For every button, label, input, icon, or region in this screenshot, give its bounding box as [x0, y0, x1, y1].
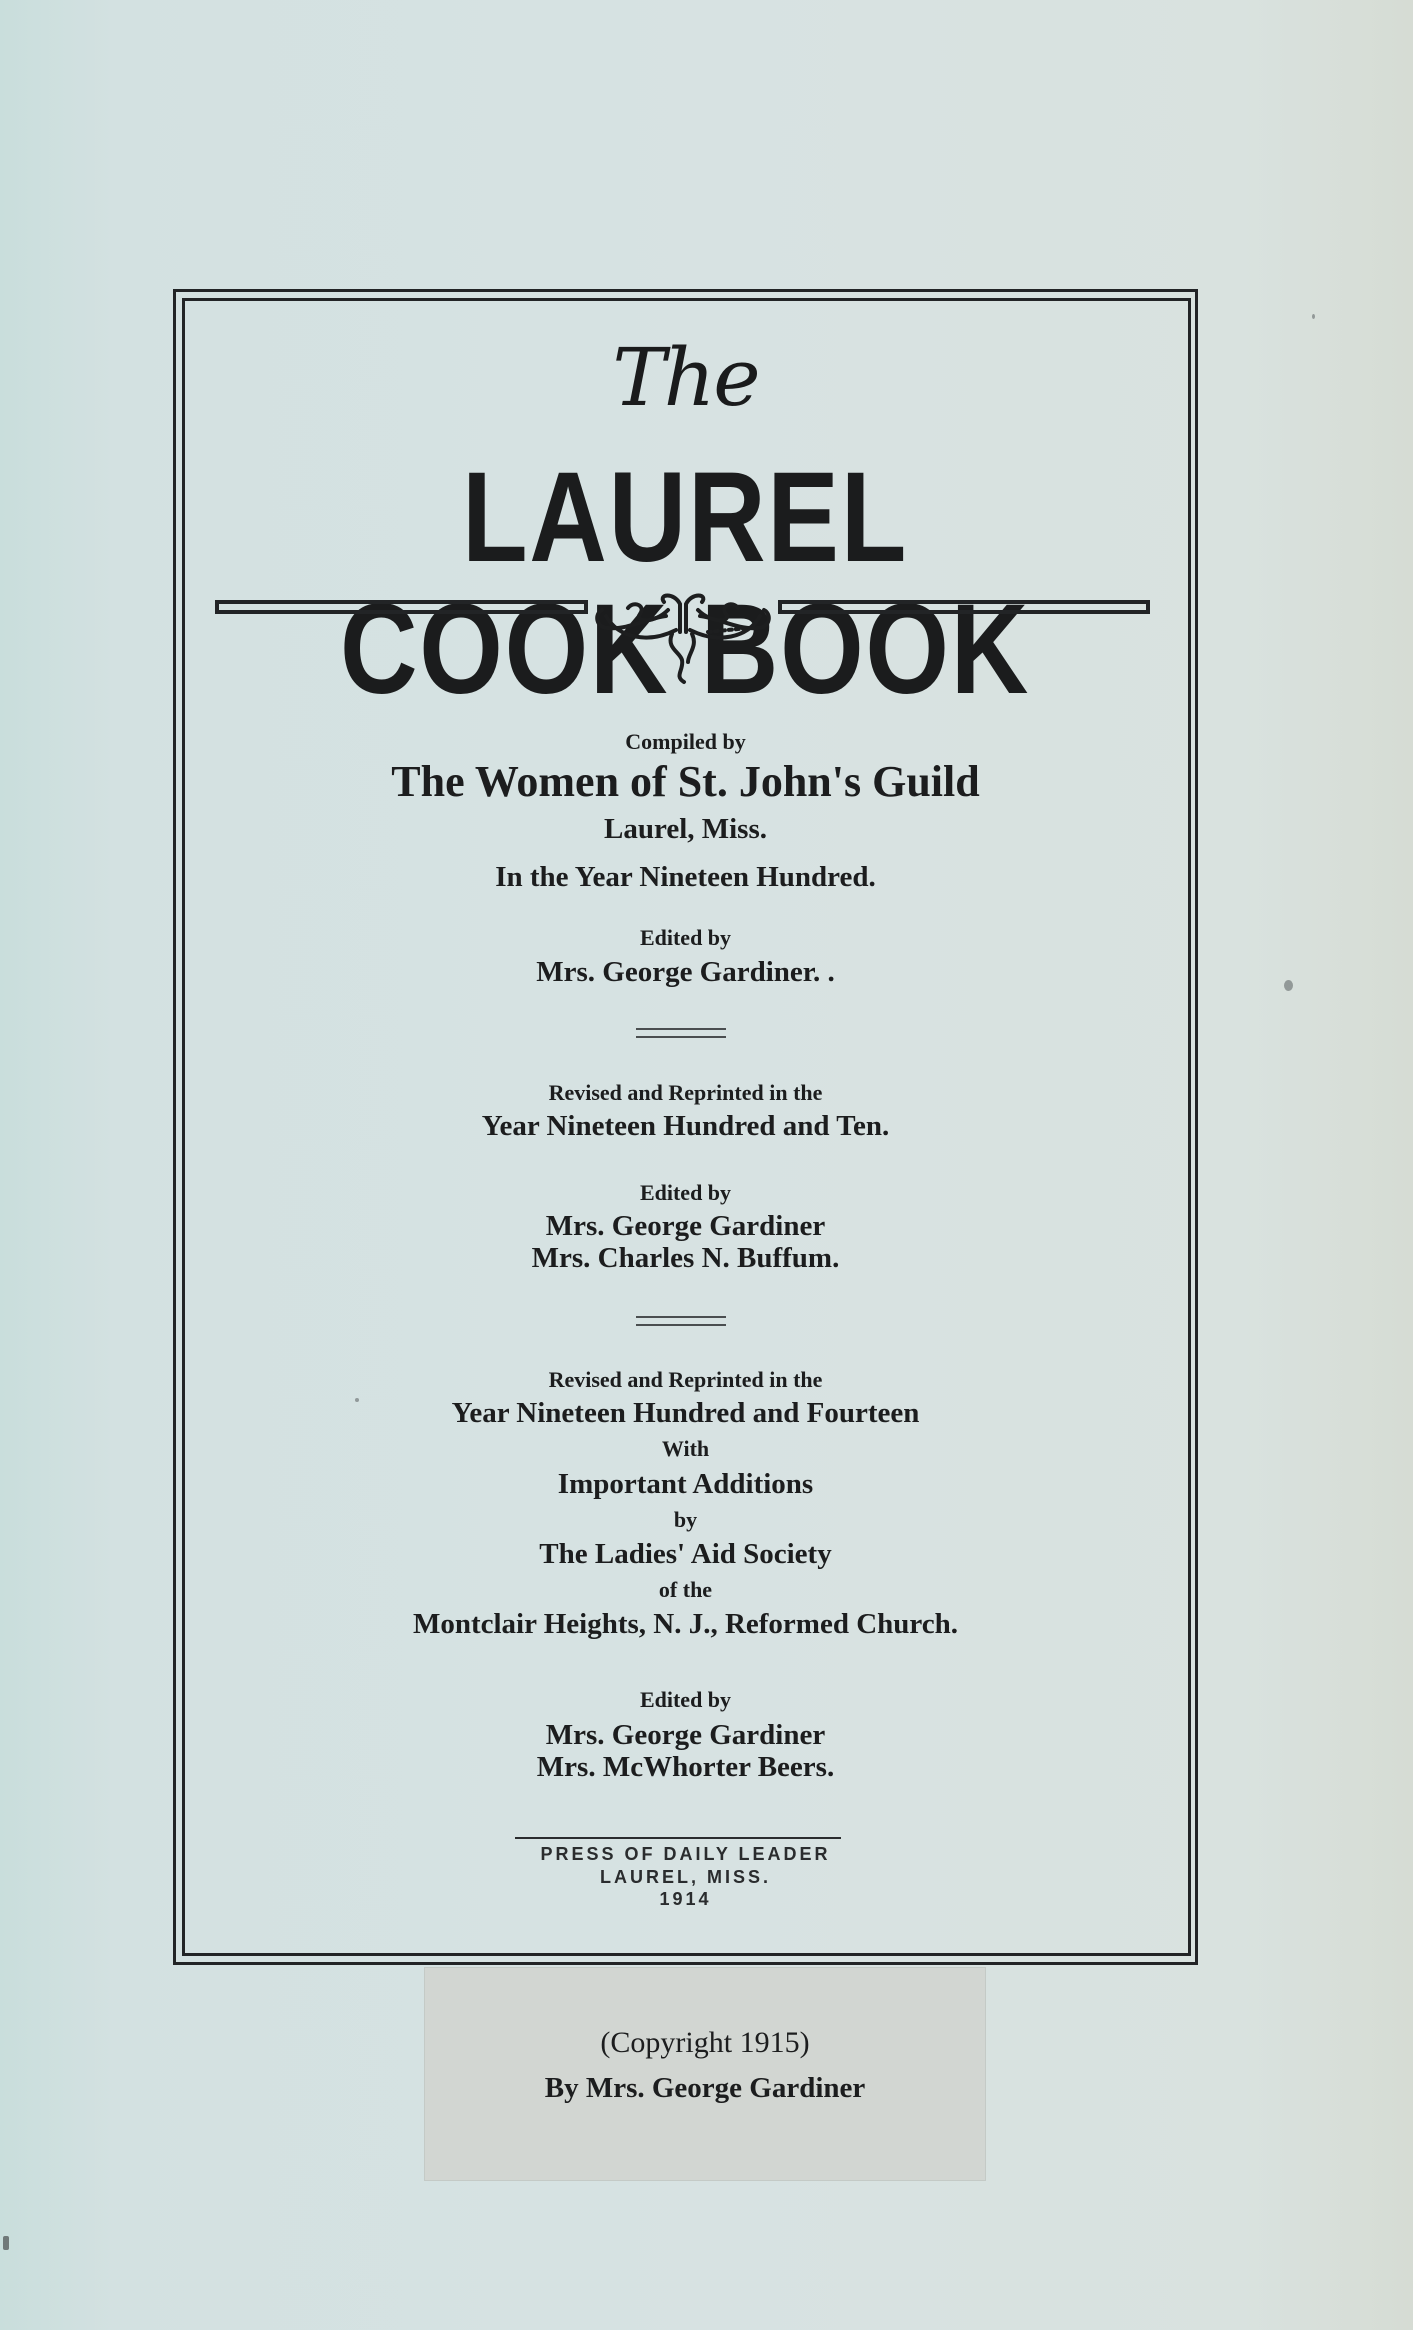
first-editor: Mrs. George Gardiner. .	[536, 956, 835, 988]
section-divider	[636, 1028, 726, 1038]
imprint-year: 1914	[659, 1889, 712, 1909]
section-divider	[636, 1316, 726, 1326]
imprint-press: PRESS OF DAILY LEADER	[540, 1844, 831, 1864]
book-title: LAUREL COOK BOOK	[339, 446, 1031, 721]
important-additions: Important Additions	[557, 1468, 814, 1500]
by-label: by	[673, 1507, 698, 1532]
title-rule-right	[778, 600, 1150, 614]
first-edited-by-label: Edited by	[639, 925, 732, 950]
of-the-label: of the	[658, 1577, 713, 1602]
script-the-heading: The	[612, 331, 759, 424]
second-revised-label: Revised and Reprinted in the	[548, 1080, 823, 1105]
paper-speck	[3, 2236, 9, 2250]
with-label: With	[661, 1436, 710, 1461]
title-rule-left	[215, 600, 588, 614]
third-editor-2: Mrs. McWhorter Beers.	[536, 1751, 835, 1783]
third-edited-by-label: Edited by	[639, 1687, 732, 1712]
paper-speck	[1312, 314, 1315, 319]
third-edition-year: Year Nineteen Hundred and Fourteen	[451, 1397, 920, 1429]
third-editor-1: Mrs. George Gardiner	[545, 1719, 826, 1751]
copyright-year: (Copyright 1915)	[600, 2026, 810, 2059]
imprint-rule	[515, 1837, 841, 1839]
scroll-ornament-icon	[588, 588, 778, 688]
paper-speck	[1284, 980, 1293, 991]
second-editor-2: Mrs. Charles N. Buffum.	[531, 1242, 840, 1274]
church-name: Montclair Heights, N. J., Reformed Church.	[412, 1608, 959, 1640]
imprint-location: LAUREL, MISS.	[599, 1867, 771, 1887]
first-edition-year: In the Year Nineteen Hundred.	[495, 861, 876, 893]
copyright-holder: By Mrs. George Gardiner	[544, 2072, 866, 2104]
compiler-location: Laurel, Miss.	[604, 813, 767, 845]
compiled-by-label: Compiled by	[625, 729, 746, 754]
copyright-label	[425, 1968, 985, 2180]
compiler-name: The Women of St. John's Guild	[391, 757, 980, 806]
second-editor-1: Mrs. George Gardiner	[545, 1210, 826, 1242]
second-edited-by-label: Edited by	[639, 1180, 732, 1205]
ladies-aid-society: The Ladies' Aid Society	[539, 1538, 832, 1570]
second-edition-year: Year Nineteen Hundred and Ten.	[481, 1110, 890, 1142]
third-revised-label: Revised and Reprinted in the	[548, 1367, 823, 1392]
